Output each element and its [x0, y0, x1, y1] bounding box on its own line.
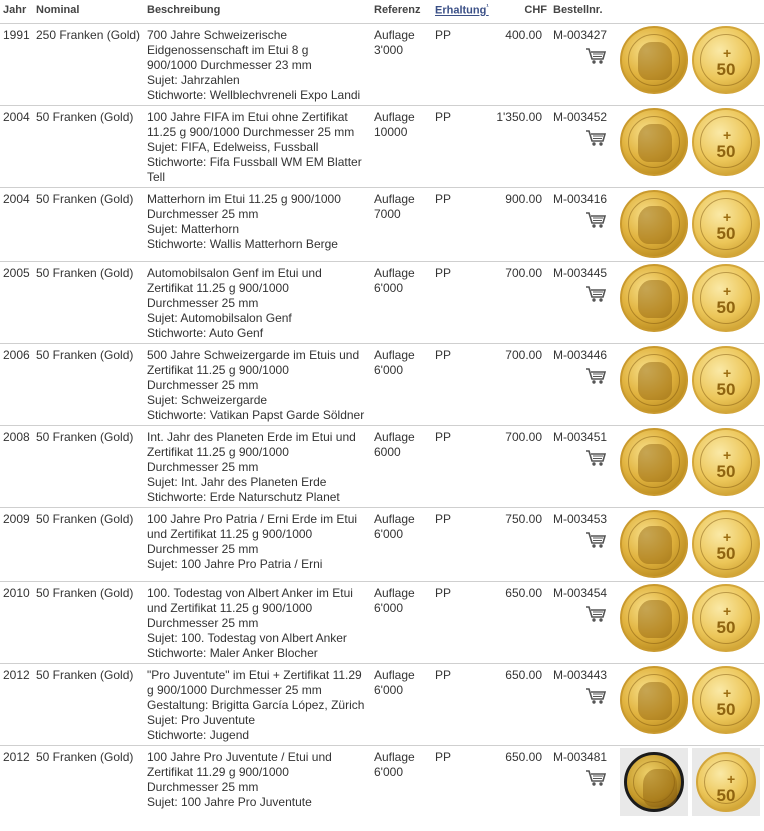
- description-line: Automobilsalon Genf im Etui und: [147, 265, 322, 280]
- table-row: [0, 261, 764, 343]
- cell-chf: 700.00: [490, 261, 550, 343]
- cell-bestellnr: [550, 187, 616, 261]
- referenz-line: Auflage: [374, 265, 415, 280]
- cell-chf: 750.00: [490, 507, 550, 581]
- cell-beschreibung: [144, 105, 371, 187]
- cell-jahr: 2012: [0, 745, 33, 821]
- description-line: Zertifikat 11.25 g 900/1000: [147, 362, 289, 377]
- shopping-cart-icon[interactable]: [585, 285, 607, 303]
- cell-jahr: 2006: [0, 343, 33, 425]
- referenz-line: Auflage: [374, 667, 415, 682]
- table-row: [0, 507, 764, 581]
- cell-jahr: 2004: [0, 187, 33, 261]
- cell-referenz: [371, 105, 432, 187]
- table-header-row: [0, 0, 764, 23]
- footnote-marker: ¹: [486, 4, 489, 11]
- referenz-line: 6'000: [374, 280, 403, 295]
- referenz-line: Auflage: [374, 749, 415, 764]
- cell-referenz: [371, 23, 432, 105]
- cell-chf: 900.00: [490, 187, 550, 261]
- description-line: Stichworte: Wellblechvreneli Expo Landi: [147, 87, 361, 102]
- cell-jahr: 2009: [0, 507, 33, 581]
- cell-bestellnr: [550, 745, 616, 821]
- table-row: [0, 581, 764, 663]
- cell-jahr: 2008: [0, 425, 33, 507]
- cell-bestellnr: [550, 105, 616, 187]
- referenz-line: 10000: [374, 124, 408, 139]
- coin-obverse-image[interactable]: [620, 584, 688, 652]
- description-line: Stichworte: Jugend: [147, 727, 250, 742]
- cell-erhaltung: PP: [432, 105, 490, 187]
- cell-chf: 700.00: [490, 425, 550, 507]
- header-erhaltung-label: Erhaltung: [435, 4, 487, 17]
- header-referenz: Referenz: [374, 4, 421, 16]
- coin-reverse-image[interactable]: + 50: [692, 26, 760, 94]
- cell-nominal: 50 Franken (Gold): [33, 663, 144, 745]
- table-row: [0, 187, 764, 261]
- referenz-line: Auflage: [374, 585, 415, 600]
- referenz-line: 3'000: [374, 42, 403, 57]
- cell-jahr: 1991: [0, 23, 33, 105]
- coin-photo-obverse[interactable]: [620, 748, 688, 816]
- referenz-line: 6'000: [374, 362, 403, 377]
- order-number: M-003427: [553, 27, 608, 42]
- cell-jahr: 2004: [0, 105, 33, 187]
- cell-erhaltung: PP: [432, 23, 490, 105]
- cell-chf: 650.00: [490, 663, 550, 745]
- cell-jahr: 2012: [0, 663, 33, 745]
- cell-images: [616, 23, 764, 105]
- header-erhaltung-link[interactable]: [432, 0, 490, 23]
- description-line: 100 Jahre Pro Patria / Erni Erde im Etui: [147, 511, 358, 526]
- description-line: Tell: [147, 169, 166, 184]
- cell-nominal: 50 Franken (Gold): [33, 745, 144, 821]
- shopping-cart-icon[interactable]: [585, 531, 607, 549]
- description-line: und Zertifikat 11.25 g 900/1000: [147, 526, 313, 541]
- cell-nominal: 50 Franken (Gold): [33, 187, 144, 261]
- cell-images: [616, 507, 764, 581]
- cell-nominal: 50 Franken (Gold): [33, 261, 144, 343]
- coin-reverse-image[interactable]: + 50: [692, 190, 760, 258]
- cell-referenz: [371, 425, 432, 507]
- cell-chf: 700.00: [490, 343, 550, 425]
- cell-nominal: 50 Franken (Gold): [33, 105, 144, 187]
- description-line: Stichworte: Vatikan Papst Garde Söldner: [147, 407, 365, 422]
- cell-images: [616, 187, 764, 261]
- coin-reverse-image[interactable]: + 50: [692, 666, 760, 734]
- table-row: [0, 663, 764, 745]
- description-line: 700 Jahre Schweizerische: [147, 27, 288, 42]
- coin-obverse-image[interactable]: [620, 190, 688, 258]
- order-number: M-003454: [553, 585, 608, 600]
- description-line: Sujet: Matterhorn: [147, 221, 240, 236]
- cell-erhaltung: PP: [432, 663, 490, 745]
- description-line: Durchmesser 25 mm: [147, 541, 259, 556]
- description-line: Sujet: Automobilsalon Genf: [147, 310, 292, 325]
- description-line: Stichworte: Wallis Matterhorn Berge: [147, 236, 338, 251]
- cell-images: [616, 425, 764, 507]
- description-line: Sujet: Jahrzahlen: [147, 72, 240, 87]
- referenz-line: 6000: [374, 444, 401, 459]
- cell-chf: 650.00: [490, 745, 550, 821]
- referenz-line: Auflage: [374, 347, 415, 362]
- referenz-line: Auflage: [374, 191, 415, 206]
- description-line: 100 Jahre Pro Juventute / Etui und: [147, 749, 332, 764]
- header-jahr: Jahr: [3, 4, 27, 16]
- coin-reverse-image[interactable]: + 50: [692, 428, 760, 496]
- shopping-cart-icon[interactable]: [585, 687, 607, 705]
- cell-chf: 650.00: [490, 581, 550, 663]
- cell-images: [616, 663, 764, 745]
- cell-beschreibung: [144, 507, 371, 581]
- shopping-cart-icon[interactable]: [585, 129, 607, 147]
- order-number: M-003481: [553, 749, 608, 764]
- cell-nominal: 50 Franken (Gold): [33, 581, 144, 663]
- cell-beschreibung: [144, 745, 371, 821]
- cell-erhaltung: PP: [432, 187, 490, 261]
- coin-obverse-image[interactable]: [620, 510, 688, 578]
- description-line: Eidgenossenschaft im Etui 8 g: [147, 42, 309, 57]
- order-number: M-003451: [553, 429, 608, 444]
- description-line: und Zertifikat 11.25 g 900/1000: [147, 600, 313, 615]
- cell-erhaltung: PP: [432, 745, 490, 821]
- header-chf: CHF: [524, 4, 547, 16]
- cell-images: [616, 581, 764, 663]
- cell-images: [616, 105, 764, 187]
- cell-images: [616, 261, 764, 343]
- order-number: M-003416: [553, 191, 608, 206]
- referenz-line: 6'000: [374, 526, 403, 541]
- shopping-cart-icon[interactable]: [585, 47, 607, 65]
- cell-referenz: [371, 343, 432, 425]
- referenz-line: Auflage: [374, 27, 415, 42]
- coin-obverse-image[interactable]: [620, 108, 688, 176]
- cell-chf: 1'350.00: [490, 105, 550, 187]
- description-line: Sujet: 100 Jahre Pro Patria / Erni: [147, 556, 323, 571]
- coin-reverse-image[interactable]: + 50: [692, 346, 760, 414]
- cell-bestellnr: [550, 425, 616, 507]
- cell-beschreibung: [144, 663, 371, 745]
- description-line: "Pro Juventute" im Etui + Zertifikat 11.29: [147, 667, 362, 682]
- cell-bestellnr: [550, 581, 616, 663]
- cell-erhaltung: PP: [432, 581, 490, 663]
- order-number: M-003443: [553, 667, 608, 682]
- cell-referenz: [371, 507, 432, 581]
- description-line: Sujet: Schweizergarde: [147, 392, 268, 407]
- cell-bestellnr: [550, 23, 616, 105]
- coin-obverse-image[interactable]: [620, 264, 688, 332]
- cell-erhaltung: PP: [432, 425, 490, 507]
- referenz-line: 7000: [374, 206, 401, 221]
- coin-reverse-image[interactable]: + 50: [692, 264, 760, 332]
- cell-referenz: [371, 581, 432, 663]
- description-line: Stichworte: Auto Genf: [147, 325, 264, 340]
- description-line: Durchmesser 25 mm: [147, 206, 259, 221]
- cell-bestellnr: [550, 507, 616, 581]
- description-line: Zertifikat 11.29 g 900/1000: [147, 764, 289, 779]
- cell-jahr: 2005: [0, 261, 33, 343]
- description-line: Zertifikat 11.25 g 900/1000: [147, 280, 289, 295]
- cell-bestellnr: [550, 663, 616, 745]
- shopping-cart-icon[interactable]: [585, 769, 607, 787]
- order-number: M-003445: [553, 265, 608, 280]
- description-line: Durchmesser 25 mm: [147, 377, 259, 392]
- description-line: Int. Jahr des Planeten Erde im Etui und: [147, 429, 356, 444]
- description-line: Zertifikat 11.25 g 900/1000: [147, 444, 289, 459]
- table-row: [0, 23, 764, 105]
- referenz-line: 6'000: [374, 682, 403, 697]
- coin-obverse-image[interactable]: [620, 428, 688, 496]
- description-line: Durchmesser 25 mm: [147, 779, 259, 794]
- description-line: 900/1000 Durchmesser 23 mm: [147, 57, 312, 72]
- referenz-line: Auflage: [374, 109, 415, 124]
- description-line: Sujet: FIFA, Edelweiss, Fussball: [147, 139, 319, 154]
- cell-chf: 400.00: [490, 23, 550, 105]
- description-line: 11.25 g 900/1000 Durchmesser 25 mm: [147, 124, 355, 139]
- table-row: [0, 745, 764, 821]
- description-line: Stichworte: Maler Anker Blocher: [147, 645, 318, 660]
- description-line: 500 Jahre Schweizergarde im Etuis und: [147, 347, 360, 362]
- coin-obverse-image[interactable]: [620, 26, 688, 94]
- order-number: M-003446: [553, 347, 608, 362]
- header-nominal: Nominal: [36, 4, 80, 16]
- header-bestellnr: Bestellnr.: [553, 4, 603, 16]
- table-row: [0, 425, 764, 507]
- shopping-cart-icon[interactable]: [585, 367, 607, 385]
- description-line: Gestaltung: Brigitta García López, Zürich: [147, 697, 365, 712]
- description-line: g 900/1000 Durchmesser 25 mm: [147, 682, 322, 697]
- cell-erhaltung: PP: [432, 343, 490, 425]
- cell-beschreibung: [144, 261, 371, 343]
- description-line: 100. Todestag von Albert Anker im Etui: [147, 585, 353, 600]
- referenz-line: 6'000: [374, 600, 403, 615]
- cell-beschreibung: [144, 425, 371, 507]
- coin-obverse-image[interactable]: [620, 346, 688, 414]
- coin-reverse-image[interactable]: + 50: [692, 584, 760, 652]
- table-row: [0, 343, 764, 425]
- cell-erhaltung: PP: [432, 507, 490, 581]
- coin-reverse-image[interactable]: + 50: [692, 108, 760, 176]
- description-line: Sujet: Pro Juventute: [147, 712, 256, 727]
- order-number: M-003453: [553, 511, 608, 526]
- referenz-line: 6'000: [374, 764, 403, 779]
- cell-bestellnr: [550, 343, 616, 425]
- shopping-cart-icon[interactable]: [585, 211, 607, 229]
- description-line: Sujet: 100 Jahre Pro Juventute: [147, 794, 312, 809]
- cell-referenz: [371, 261, 432, 343]
- description-line: Durchmesser 25 mm: [147, 459, 259, 474]
- table-row: [0, 105, 764, 187]
- coin-obverse-image[interactable]: [620, 666, 688, 734]
- description-line: Stichworte: Erde Naturschutz Planet: [147, 489, 340, 504]
- cell-images: [616, 745, 764, 821]
- cell-images: [616, 343, 764, 425]
- order-number: M-003452: [553, 109, 608, 124]
- cell-beschreibung: [144, 343, 371, 425]
- cell-jahr: 2010: [0, 581, 33, 663]
- cell-nominal: 50 Franken (Gold): [33, 425, 144, 507]
- description-line: Matterhorn im Etui 11.25 g 900/1000: [147, 191, 341, 206]
- description-line: Durchmesser 25 mm: [147, 295, 259, 310]
- shopping-cart-icon[interactable]: [585, 605, 607, 623]
- cell-erhaltung: PP: [432, 261, 490, 343]
- cell-beschreibung: [144, 581, 371, 663]
- cell-referenz: [371, 663, 432, 745]
- coin-reverse-image[interactable]: + 50: [692, 510, 760, 578]
- description-line: Stichworte: Fifa Fussball WM EM Blatter: [147, 154, 362, 169]
- cell-referenz: [371, 745, 432, 821]
- cell-referenz: [371, 187, 432, 261]
- description-line: 100 Jahre FIFA im Etui ohne Zertifikat: [147, 109, 348, 124]
- description-line: Durchmesser 25 mm: [147, 615, 259, 630]
- cell-nominal: 50 Franken (Gold): [33, 343, 144, 425]
- cell-nominal: 50 Franken (Gold): [33, 507, 144, 581]
- referenz-line: Auflage: [374, 429, 415, 444]
- referenz-line: Auflage: [374, 511, 415, 526]
- description-line: Sujet: Int. Jahr des Planeten Erde: [147, 474, 327, 489]
- cell-bestellnr: [550, 261, 616, 343]
- shopping-cart-icon[interactable]: [585, 449, 607, 467]
- description-line: Sujet: 100. Todestag von Albert Anker: [147, 630, 347, 645]
- header-images: [616, 0, 764, 23]
- cell-beschreibung: [144, 187, 371, 261]
- cell-nominal: 250 Franken (Gold): [33, 23, 144, 105]
- header-beschreibung: Beschreibung: [147, 4, 221, 16]
- cell-beschreibung: [144, 23, 371, 105]
- coin-photo-reverse[interactable]: + 50: [692, 748, 760, 816]
